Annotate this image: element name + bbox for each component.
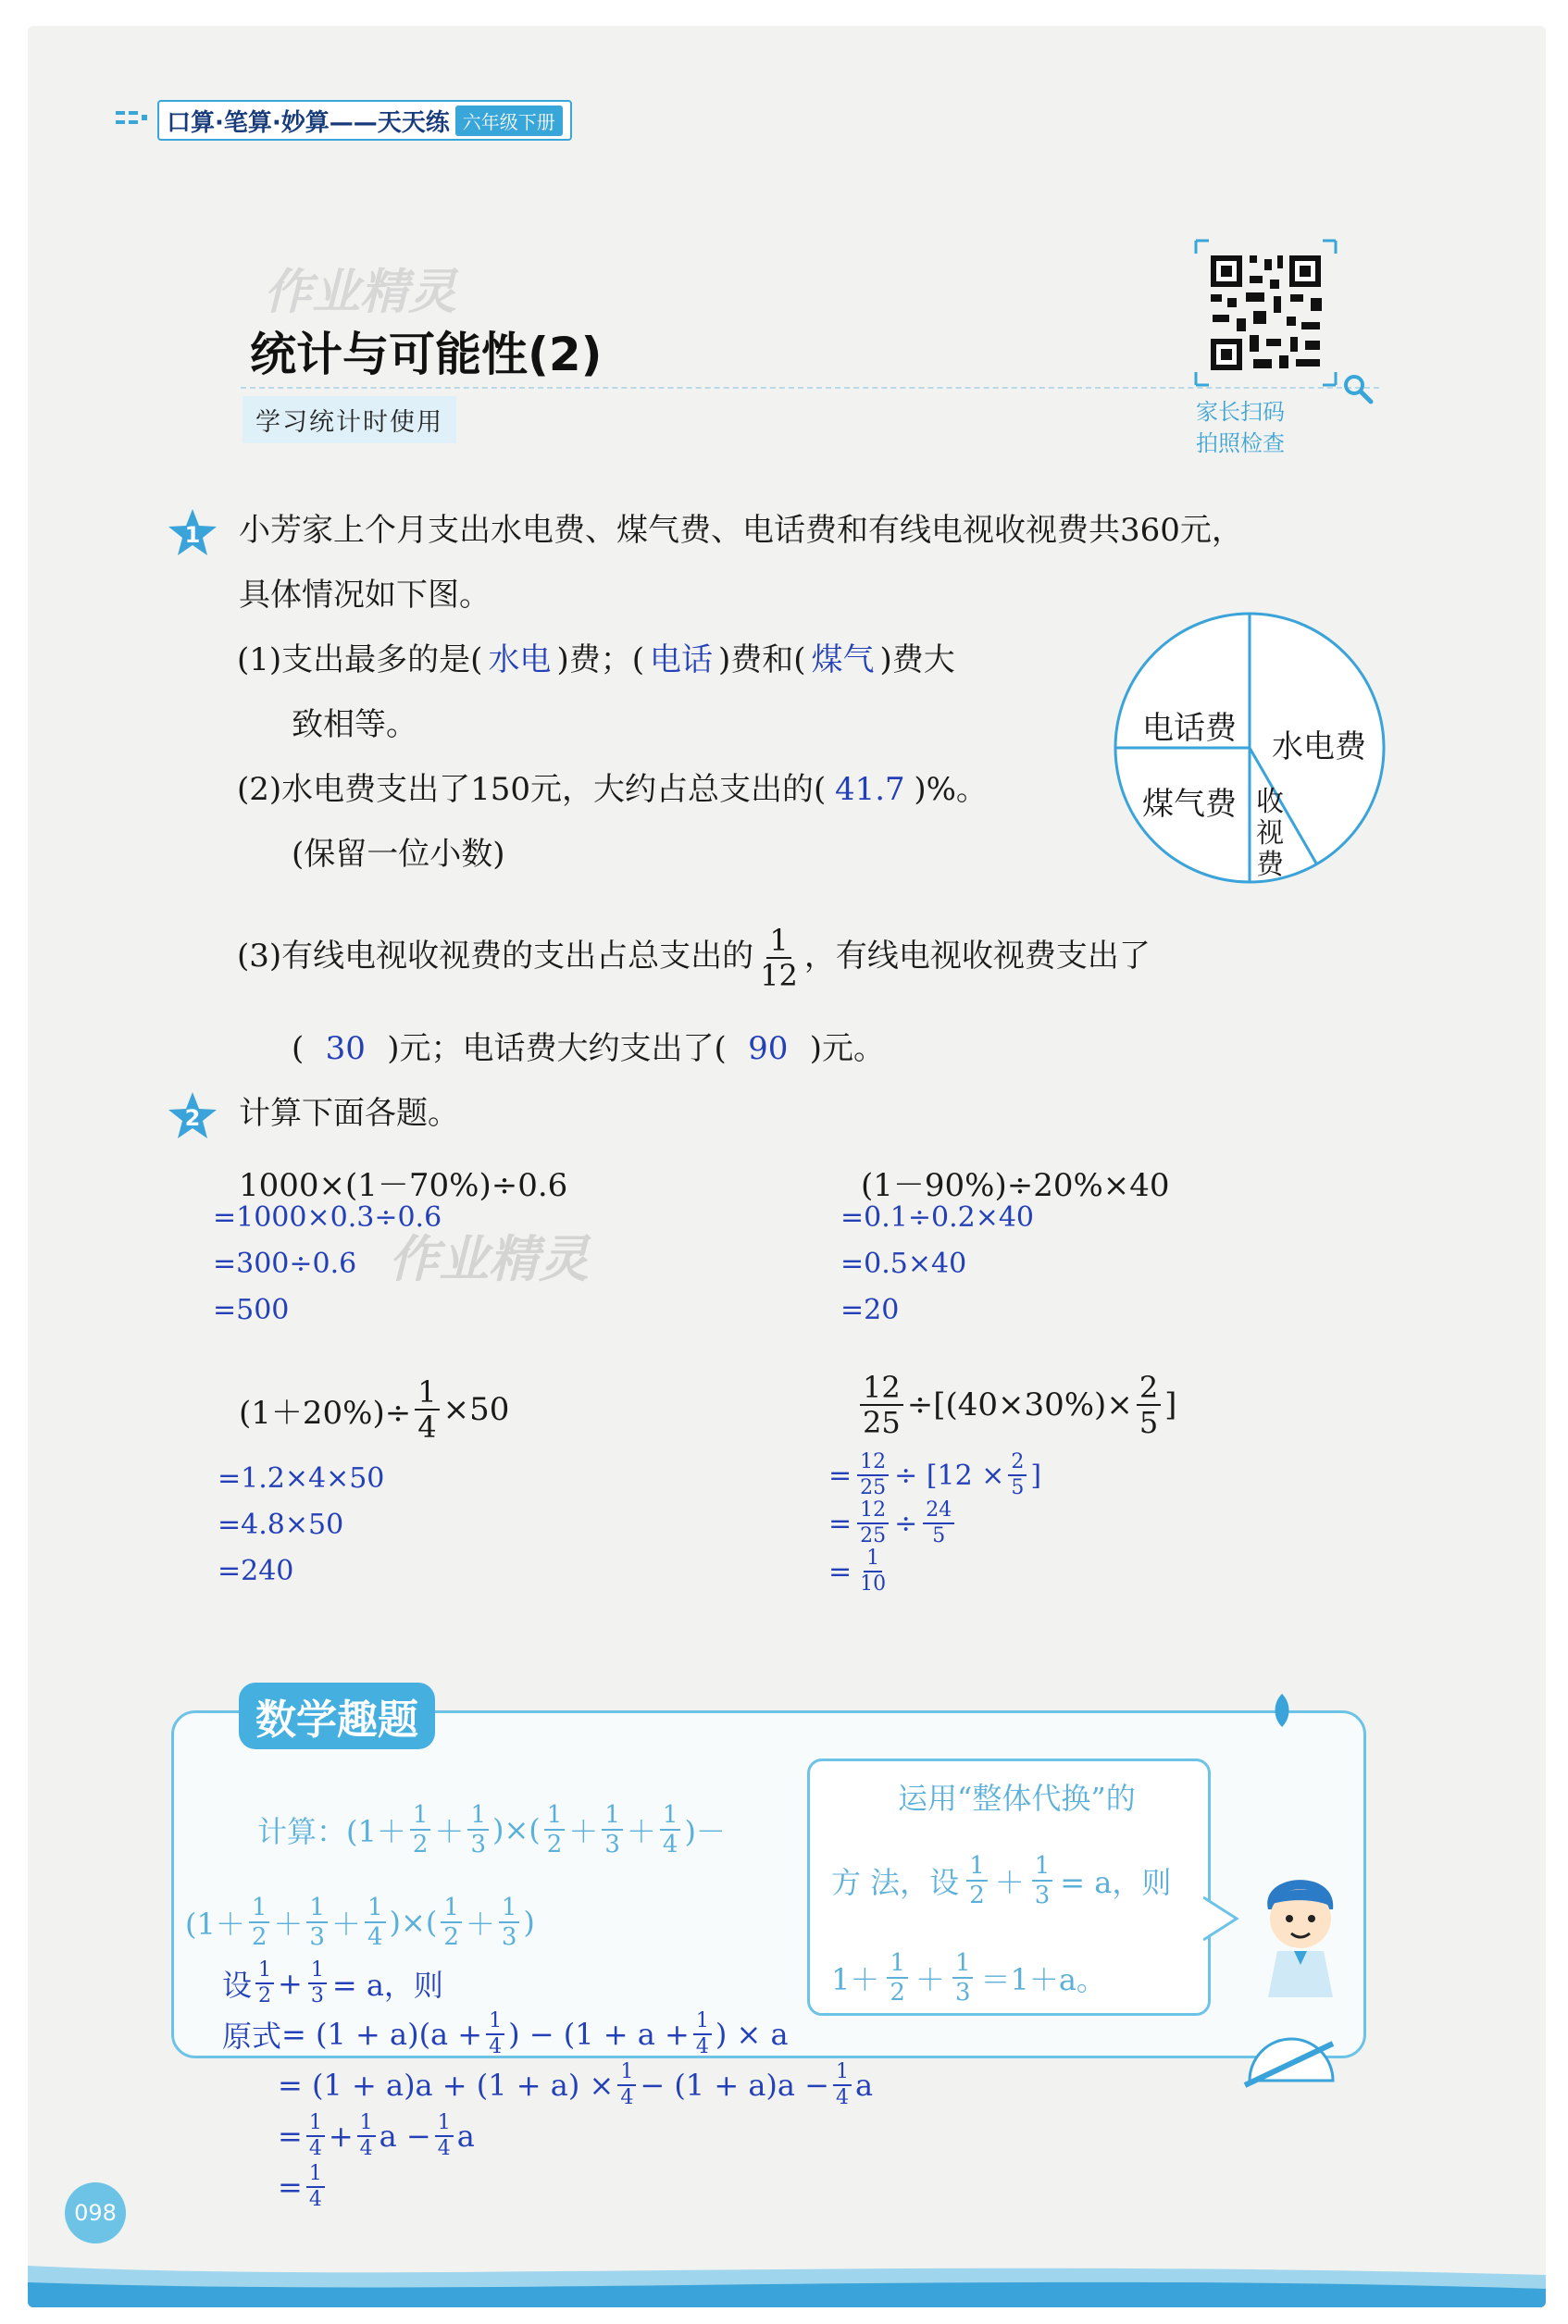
pie-label-phone: 电话费: [1142, 710, 1237, 747]
frac-num: 12: [857, 1500, 889, 1524]
sol-l3-c: a −: [379, 2119, 431, 2154]
calc-b-step1: =0.1÷0.2×40: [840, 1201, 1035, 1234]
answer-blank-6[interactable]: 90: [748, 1030, 789, 1067]
frac-num: 1: [766, 926, 790, 959]
frac-den: 5: [1011, 1476, 1025, 1499]
sol-l1-label: 原式: [222, 2019, 282, 2054]
calc-d-step2-mid: ÷: [894, 1507, 918, 1540]
answer-blank-5[interactable]: 30: [325, 1030, 366, 1067]
page-title: 统计与可能性(2): [250, 328, 603, 381]
bubble-tail: [1203, 1895, 1240, 1942]
sol-l2: = (1 + a)a + (1 + a) ×: [278, 2068, 615, 2103]
q1-part1-line2: 致相等。: [292, 706, 417, 743]
magnifier-icon: [1342, 373, 1374, 404]
watermark-2: 作业精灵: [389, 1230, 589, 1288]
sol-set-pre: 设: [222, 1968, 253, 2003]
fraction-one-twelfth: [757, 923, 801, 993]
calc-d-step2: [828, 1499, 1041, 1547]
eq: =: [828, 1459, 852, 1492]
calc-a-step1: =1000×0.3÷0.6: [213, 1201, 442, 1234]
calc-d-expr: [856, 1370, 1177, 1440]
qr-caption-line1: 家长扫码: [1196, 399, 1285, 425]
question-2-number: 2: [184, 1105, 201, 1131]
calc-c-work: [218, 1456, 384, 1595]
sol-l3-d: a: [456, 2119, 475, 2154]
q1-line1: 小芳家上个月支出水电费、煤气费、电话费和有线电视收视费共360元，: [239, 512, 1243, 549]
calc-d-work: [828, 1451, 1041, 1596]
q1-p2-suffix: )%。: [914, 771, 988, 808]
series-header: [157, 100, 572, 141]
pie-label-tv-1: 收: [1256, 786, 1284, 818]
frac: [857, 1548, 889, 1595]
frac-den: 10: [860, 1572, 887, 1596]
subtitle-badge: 学习统计时使用: [243, 396, 456, 443]
sol-l3-b: +: [328, 2119, 354, 2154]
sol-l3-a: =: [278, 2119, 303, 2154]
calc-c-expr: [239, 1374, 510, 1445]
frac-den: 12: [760, 958, 798, 993]
frac-num: 2: [1137, 1373, 1161, 1406]
bottom-wave-decoration: [28, 2247, 1546, 2307]
q1-part2-note: (保留一位小数): [292, 836, 505, 873]
calc-d-step1: [828, 1451, 1041, 1499]
boy-illustration-icon: [1250, 1863, 1351, 2002]
calc-a-expr: 1000×(1－70%)÷0.6: [239, 1167, 568, 1204]
sol-l1-c: ) × a: [715, 2017, 789, 2052]
solution-line3: = $\frac{1}{4}$ + $\frac{1}{4}$ a − $\frac{1}{4}$ a: [278, 2111, 475, 2160]
solution-set: 设 $\frac{1}{2}$ + $\frac{1}{3}$ = a，则: [222, 1958, 443, 2007]
qr-caption-line2: 拍照检查: [1196, 430, 1285, 456]
grade-tag: 六年级下册: [455, 106, 563, 136]
q1-p1-prefix: (1)支出最多的是(: [237, 641, 483, 678]
frac-den: 5: [932, 1524, 946, 1547]
frac-den: 25: [863, 1405, 901, 1440]
solution-line4: = $\frac{1}{4}$: [278, 2164, 329, 2210]
q1-p3-l2c: )元。: [809, 1030, 886, 1067]
series-title: 口算·笔算·妙算——天天练: [167, 108, 450, 137]
watermark: 作业精灵: [264, 265, 457, 320]
header-marks-icon: [116, 107, 149, 130]
answer-blank-4[interactable]: 41.7: [834, 771, 905, 808]
hint-line3: 1＋ $\frac{1}{2}$ ＋ $\frac{1}{3}$ ＝1＋a。: [831, 1949, 1106, 2007]
frac-den: 4: [417, 1410, 437, 1445]
pie-label-gas: 煤气费: [1142, 786, 1237, 823]
calc-b-expr: (1－90%)÷20%×40: [861, 1167, 1170, 1204]
page: [28, 26, 1546, 2307]
frac: [1008, 1452, 1027, 1498]
frac-num: 1: [864, 1548, 882, 1572]
hint-line2: 方 法，设 $\frac{1}{2}$ ＋ $\frac{1}{3}$ = a，则: [831, 1852, 1172, 1909]
calc-d-step1-post: ]: [1030, 1459, 1042, 1492]
qr-caption: [1196, 396, 1285, 459]
frac-num: 1: [415, 1377, 439, 1411]
title-divider: [241, 387, 1379, 389]
question-1-star-icon: [167, 507, 218, 559]
calc-d-mid: ÷[(40×30%)×: [906, 1386, 1133, 1423]
fun-math-title: 数学趣题: [239, 1683, 435, 1749]
q1-p3-l2a: (: [292, 1030, 305, 1067]
frac-num: 12: [857, 1452, 889, 1476]
q2-text: 计算下面各题。: [239, 1095, 459, 1132]
page-number: 098: [65, 2182, 126, 2243]
calc-c-frac: [415, 1374, 439, 1445]
frac-num: 24: [923, 1500, 954, 1524]
ruler-protractor-icon: [1240, 2034, 1342, 2090]
qr-code-icon: [1194, 239, 1338, 387]
calc-b-step2: =0.5×40: [840, 1248, 967, 1280]
q1-p3-suffix: ，有线电视收视费支出了: [803, 938, 1151, 975]
q1-part2: [237, 757, 988, 822]
q1-p1-mid1: )费；(: [556, 641, 644, 678]
sol-l2-b: − (1 + a)a −: [640, 2068, 829, 2103]
sol-l4: =: [278, 2169, 303, 2205]
eq: =: [828, 1555, 852, 1588]
q1-part3-line2: [292, 1016, 885, 1081]
frac: [923, 1500, 954, 1547]
q1-p3-prefix: (3)有线电视收视费的支出占总支出的: [237, 938, 754, 975]
calc-b-step3: =20: [840, 1294, 900, 1326]
hint-line1: 运用“整体代换”的: [898, 1781, 1136, 1816]
sol-l1: = (1 + a)(a +: [281, 2017, 483, 2052]
q1-line2: 具体情况如下图。: [239, 577, 491, 614]
q1-p2-prefix: (2)水电费支出了150元，大约占总支出的(: [237, 771, 827, 808]
eq: =: [828, 1507, 852, 1540]
hint-l2-post: = a，则: [1060, 1865, 1172, 1900]
fun-problem-line1: 计算： (1＋ $\frac{1}{2}$ ＋ $\frac{1}{3}$ )×( $\frac{1}{2}$ ＋ $\frac{1}{3}$ ＋ $\frac{1}{4}$ )－: [257, 1801, 726, 1858]
frac-den: 5: [1139, 1405, 1159, 1440]
calc-c-pre: (1＋20%)÷: [239, 1394, 412, 1432]
answer-blank-3[interactable]: 煤气: [811, 641, 875, 678]
frac: [857, 1500, 889, 1547]
calc-d-post: ]: [1164, 1386, 1177, 1423]
sol-set-post: = a，则: [331, 1968, 443, 2003]
calc-d-frac1: [860, 1370, 903, 1440]
calc-a-step2: =300÷0.6: [213, 1248, 357, 1280]
frac: [857, 1452, 889, 1498]
sol-l2-c: a: [854, 2068, 874, 2103]
hint-l2-pre: 方 法，设: [831, 1865, 960, 1900]
solution-line2: = (1 + a)a + (1 + a) × $\frac{1}{4}$ − (1 + a)a − $\frac{1}{4}$ a: [278, 2060, 874, 2109]
fun-problem-line2: (1＋ $\frac{1}{2}$ ＋ $\frac{1}{3}$ ＋ $\frac{1}{4}$ )×( $\frac{1}{2}$ ＋ $\frac{1}{3}$ ): [185, 1894, 535, 1951]
calc-c-step3: =240: [218, 1555, 294, 1587]
q1-part3: [237, 923, 1151, 993]
calc-d-step3: [828, 1547, 1041, 1596]
q1-p3-l2b: )元；电话费大约支出了(: [387, 1030, 727, 1067]
question-2-star-icon: [167, 1090, 218, 1142]
solution-line1: 原式 = (1 + a)(a + $\frac{1}{4}$ ) − (1 + a + $\frac{1}{4}$ ) × a: [222, 2009, 789, 2058]
fun-problem-label: 计算：: [257, 1814, 347, 1849]
calc-b-work: [840, 1195, 1034, 1334]
q1-p1-suffix: )费大: [879, 641, 955, 678]
decoration-leaf-icon: [1268, 1692, 1296, 1729]
hint-l3-post: ＝1＋a。: [980, 1962, 1106, 1997]
frac-den: 25: [860, 1524, 887, 1547]
calc-a-step3: =500: [213, 1294, 290, 1326]
hint-l3-pre: 1＋: [831, 1962, 880, 1997]
question-1-number: 1: [184, 522, 201, 548]
calc-d-frac2: [1137, 1370, 1161, 1440]
answer-blank-1[interactable]: 水电: [488, 641, 552, 678]
sol-l1-b: ) − (1 + a +: [508, 2017, 690, 2052]
calc-d-step1-mid: ÷ [12 ×: [894, 1459, 1005, 1492]
frac-num: 12: [860, 1373, 903, 1406]
frac-den: 25: [860, 1476, 887, 1499]
pie-label-utilities: 水电费: [1272, 728, 1366, 765]
q1-p1-mid2: )费和(: [717, 641, 806, 678]
expense-pie-chart: [1101, 600, 1398, 896]
answer-blank-2[interactable]: 电话: [649, 641, 713, 678]
pie-label-tv-3: 费: [1256, 849, 1284, 881]
calc-c-post: ×50: [442, 1391, 510, 1428]
calc-c-step2: =4.8×50: [218, 1509, 344, 1541]
q1-part1: [237, 628, 955, 692]
pie-label-tv-2: 视: [1256, 817, 1284, 850]
calc-c-step1: =1.2×4×50: [218, 1462, 385, 1495]
frac-num: 2: [1008, 1452, 1027, 1476]
